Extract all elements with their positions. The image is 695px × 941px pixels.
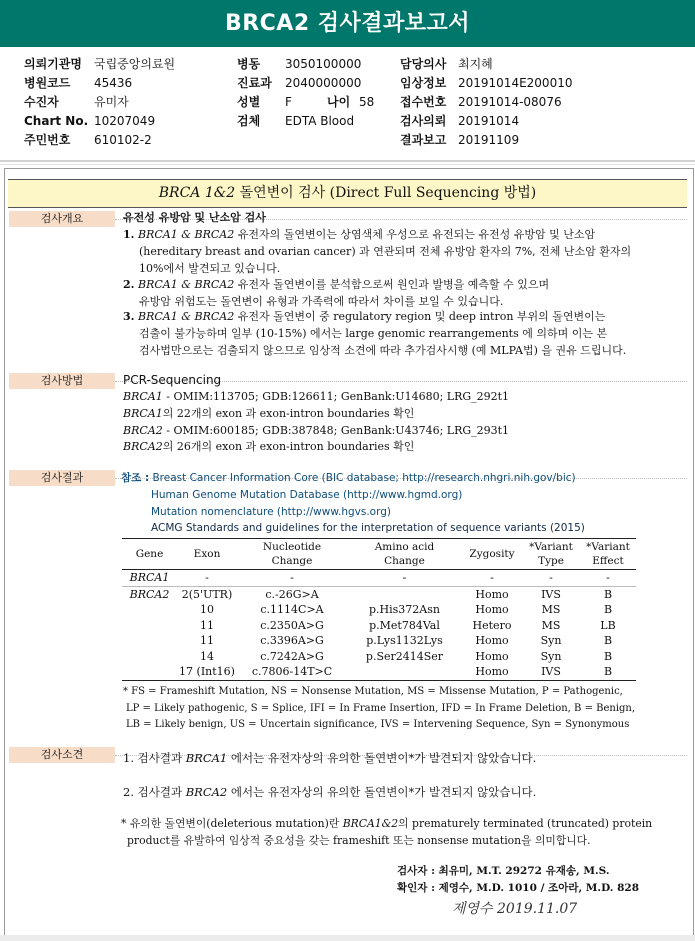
patient-info-col2 xyxy=(237,55,374,131)
info-value: 3050100000 xyxy=(285,57,362,71)
info-value: 최지혜 xyxy=(458,57,493,71)
col-variant-type: *Variant Type xyxy=(522,539,580,570)
table-row: 10 c.1114C>A p.His372Asn Homo MS B xyxy=(200,603,613,616)
table-header-row xyxy=(122,539,636,570)
variant-table xyxy=(122,538,636,681)
report-section-title xyxy=(8,179,687,208)
col-variant-effect: *Variant Effect xyxy=(580,539,636,570)
info-value: EDTA Blood xyxy=(285,114,355,128)
col-nucleotide: Nucleotide Change xyxy=(237,539,347,570)
info-label: 결과보고 xyxy=(400,133,447,147)
abbreviation-legend: * FS = Frameshift Mutation, NS = Nonsense Mutation, MS = Missense Mutation, P = Pathogenic, LP = Likely pathogenic, S = Splice, IFI = In Frame Insertion, IFD = In Frame Deletion, B = Benign, LB = Likely benign, US = Uncertain significance, IVS = Intervening Sequence, Syn = Synonymous xyxy=(123,686,636,730)
opinion-footnote: * 유의한 돌연변이(deleterious mutation)란 BRCA1&2의 prematurely terminated (truncated) protein product를 유발하여 임상적 중요성을 갖는 frameshift 또는 nonsense mutation을 의미합니다. xyxy=(121,817,653,847)
reference-list: 참조 : Breast Cancer Information Core (BIC database; http://research.nhgri.nih.gov/bic) Human Genome Mutation Database (http://www.hgmd.org) Mutation nomenclature (http://www.hgvs.org) ACMG Standards and guidelines for the interpretation of sequence variants (2015) xyxy=(121,472,585,535)
info-label: 접수번호 xyxy=(400,95,447,109)
info-label: 병동 xyxy=(237,57,261,71)
table-row: 14 c.7242A>G p.Ser2414Ser Homo Syn B xyxy=(200,649,613,663)
info-label: 병원코드 xyxy=(24,76,71,90)
table-row: 11 c.3396A>G p.Lys1132Lys Homo Syn B xyxy=(200,634,613,647)
info-value: 유미자 xyxy=(94,95,129,109)
section-label-opinion: 검사소견 xyxy=(9,747,115,763)
opinion-brca2: 2. 검사결과 BRCA2 에서는 유전자상의 유의한 돌연변이*가 발견되지 않았습니다. xyxy=(123,785,537,799)
method-details: BRCA1 - OMIM:113705; GDB:126611; GenBank:U14680; LRG_292t1 BRCA1의 22개의 exon 과 exon-intron boundaries 확인 BRCA2 - OMIM:600185; GDB:387848; GenBank:U43746; LRG_293t1 BRCA2의 26개의 exon 과 exon-intron boundaries 확인 xyxy=(123,390,510,454)
info-label: 진료과 xyxy=(237,76,272,90)
table-row: 17 (Int16) c.7806-14T>C Homo IVS B xyxy=(122,664,636,680)
patient-info-col3 xyxy=(400,55,572,150)
table-row: 11 c.2350A>G p.Met784Val Hetero MS LB xyxy=(200,618,616,632)
info-label: 의뢰기관명 xyxy=(24,57,82,71)
info-label: 검사의뢰 xyxy=(400,114,447,128)
info-value: 45436 xyxy=(94,76,133,90)
info-label: Chart No. xyxy=(24,114,89,128)
overview-item-1: 1. BRCA1 & BRCA2 유전자의 돌연변이는 상염색체 우성으로 유전되는 유전성 유방암 및 난소암 (hereditary breast and ovarian cancer) 과 연관되며 전체 유방암 환자의 7%, 전체 난소암 환자의 10%에서 발견되고 있습니다. xyxy=(123,228,632,275)
divider xyxy=(0,164,695,165)
patient-info-col1 xyxy=(24,55,175,150)
section-label-method: 검사방법 xyxy=(9,373,115,389)
info-value: 20191014-08076 xyxy=(458,95,562,109)
page-bottom-edge xyxy=(0,935,695,941)
overview-heading: 유전성 유방암 및 난소암 검사 xyxy=(123,211,266,224)
age-label: 나이 xyxy=(327,95,351,109)
col-amino-acid: Amino acid Change xyxy=(347,539,462,570)
table-row: BRCA2 2(5'UTR) c.-26G>A Homo IVS B xyxy=(129,587,613,601)
info-label: 검체 xyxy=(237,114,261,128)
col-exon: Exon xyxy=(177,539,237,570)
tester-signature: 검사자 : 최유미, M.T. 29272 유재송, M.S. xyxy=(397,865,610,877)
info-label: 성별 xyxy=(237,95,261,109)
table-row: BRCA1 - - - - - - xyxy=(122,570,636,587)
info-label: 주민번호 xyxy=(24,133,71,147)
info-value: F xyxy=(285,95,292,109)
confirmer-signature: 확인자 : 제영수, M.D. 1010 / 조아라, M.D. 828 xyxy=(397,882,640,894)
overview-item-2: 2. BRCA1 & BRCA2 유전자 돌연변이를 분석함으로써 원인과 발병을 예측할 수 있으며 유방암 위험도는 돌연변이 유형과 가족력에 따라서 차이를 보일 수 있습니다. xyxy=(123,278,550,308)
method-heading: PCR-Sequencing xyxy=(123,373,222,387)
title-gene: BRCA 1&2 xyxy=(158,185,236,201)
info-value: 20191109 xyxy=(458,133,520,147)
title-text: 돌연변이 검사 (Direct Full Sequencing 방법) xyxy=(235,185,537,201)
section-label-overview: 검사개요 xyxy=(9,211,115,227)
info-value: 2040000000 xyxy=(285,76,362,90)
info-label: 담당의사 xyxy=(400,57,447,71)
col-zygosity: Zygosity xyxy=(462,539,522,570)
opinion-brca1: 1. 검사결과 BRCA1 에서는 유전자상의 유의한 돌연변이*가 발견되지 않았습니다. xyxy=(123,751,537,765)
info-label: 임상정보 xyxy=(400,76,447,90)
info-value: 10207049 xyxy=(94,114,156,128)
section-label-result: 검사결과 xyxy=(9,470,115,486)
info-value: 610102-2 xyxy=(94,133,152,147)
handwritten-signature: 제영수 2019.11.07 xyxy=(452,901,578,917)
info-value: 국립중앙의료원 xyxy=(94,57,176,71)
overview-item-3: 3. BRCA1 & BRCA2 유전자 돌연변이 중 regulatory region 및 deep intron 부위의 돌연변이는 검출이 불가능하며 일부 (10-15%) 에서는 large genomic rearrangements 에 의하며 이는 본 검사법만으로는 검출되지 않으므로 임상적 소견에 따라 추가검사시행 (예 MLPA법) 을 권유 드립니다. xyxy=(123,310,627,357)
col-gene: Gene xyxy=(122,539,177,570)
info-value: 20191014E200010 xyxy=(458,76,573,90)
info-value: 20191014 xyxy=(458,114,520,128)
info-label: 수진자 xyxy=(24,95,59,109)
divider xyxy=(0,160,695,162)
age-value: 58 xyxy=(359,95,375,109)
report-title: BRCA2 검사결과보고서 xyxy=(0,0,695,47)
